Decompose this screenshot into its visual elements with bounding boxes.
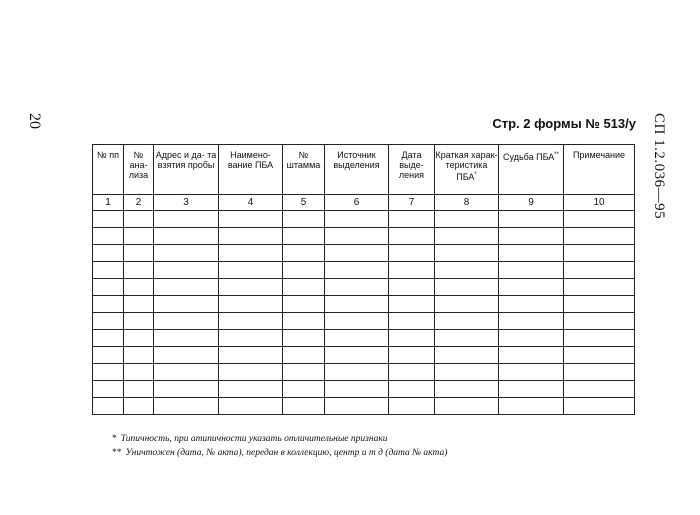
table-cell: [219, 347, 283, 364]
table-cell: [499, 330, 564, 347]
table-cell: [325, 398, 389, 415]
table-cell: [219, 364, 283, 381]
table-cell: [435, 296, 499, 313]
table-cell: [389, 211, 435, 228]
table-cell: [93, 313, 124, 330]
table-row: [93, 364, 635, 381]
table-cell: [435, 262, 499, 279]
table-cell: [283, 228, 325, 245]
document-code: СП 1.2.036—95: [651, 113, 667, 220]
table-row: [93, 313, 635, 330]
table-row: [93, 347, 635, 364]
table-cell: [325, 347, 389, 364]
column-header: № ана- лиза: [124, 145, 154, 195]
footnote-mark: *: [474, 172, 477, 178]
table-cell: [325, 228, 389, 245]
table-cell: [154, 313, 219, 330]
table-cell: [389, 381, 435, 398]
table-cell: [564, 279, 635, 296]
table-row: [93, 381, 635, 398]
table-cell: [499, 245, 564, 262]
table-row: [93, 262, 635, 279]
table-cell: [219, 279, 283, 296]
page-number: 20: [26, 113, 43, 129]
table-cell: [435, 211, 499, 228]
table-cell: [325, 296, 389, 313]
table-cell: [564, 262, 635, 279]
table-row: [93, 228, 635, 245]
table-cell: [124, 245, 154, 262]
column-number: 5: [283, 195, 325, 211]
footnote: * Типичность, при атипичности указать отличительные признаки: [112, 434, 388, 444]
table-cell: [564, 398, 635, 415]
table-cell: [325, 211, 389, 228]
table-cell: [124, 296, 154, 313]
table-cell: [219, 211, 283, 228]
table-cell: [154, 330, 219, 347]
table-cell: [325, 245, 389, 262]
table-cell: [283, 279, 325, 296]
table-cell: [93, 296, 124, 313]
table-cell: [93, 381, 124, 398]
table-cell: [435, 279, 499, 296]
table-cell: [219, 330, 283, 347]
table-cell: [564, 347, 635, 364]
table-cell: [93, 398, 124, 415]
table-cell: [389, 398, 435, 415]
table-cell: [283, 381, 325, 398]
column-number: 3: [154, 195, 219, 211]
table-cell: [283, 262, 325, 279]
table-cell: [154, 245, 219, 262]
table-cell: [219, 398, 283, 415]
table-row: [93, 211, 635, 228]
table-cell: [435, 245, 499, 262]
form-caption: Стр. 2 формы № 513/у: [492, 116, 636, 131]
table-row: [93, 330, 635, 347]
header-row: [93, 145, 635, 195]
table-cell: [435, 313, 499, 330]
table-cell: [499, 364, 564, 381]
table-cell: [219, 296, 283, 313]
table-cell: [93, 330, 124, 347]
table-cell: [389, 330, 435, 347]
table-cell: [219, 313, 283, 330]
table-cell: [93, 228, 124, 245]
table-cell: [499, 313, 564, 330]
footnotes: [112, 432, 447, 460]
column-number: 4: [219, 195, 283, 211]
table-cell: [389, 279, 435, 296]
table-cell: [283, 330, 325, 347]
table-cell: [564, 211, 635, 228]
table-cell: [124, 398, 154, 415]
column-header: Судьба ПБА**: [499, 145, 564, 195]
table-cell: [93, 279, 124, 296]
table-cell: [499, 296, 564, 313]
table-cell: [154, 347, 219, 364]
table-cell: [564, 296, 635, 313]
column-number: 7: [389, 195, 435, 211]
table-cell: [93, 245, 124, 262]
table-cell: [154, 228, 219, 245]
table-row: [93, 296, 635, 313]
column-number-row: [93, 195, 635, 211]
table-cell: [564, 330, 635, 347]
table-cell: [389, 262, 435, 279]
table-cell: [124, 262, 154, 279]
table-cell: [564, 245, 635, 262]
table-cell: [154, 381, 219, 398]
table-cell: [389, 296, 435, 313]
column-header: Дата выде- ления: [389, 145, 435, 195]
table-cell: [154, 296, 219, 313]
column-header: Источник выделения: [325, 145, 389, 195]
table-cell: [219, 262, 283, 279]
table-cell: [564, 228, 635, 245]
table-cell: [389, 313, 435, 330]
table-cell: [564, 313, 635, 330]
table-cell: [154, 211, 219, 228]
table-cell: [499, 347, 564, 364]
table-cell: [325, 279, 389, 296]
table-cell: [389, 245, 435, 262]
table-cell: [154, 279, 219, 296]
table-cell: [499, 211, 564, 228]
table-cell: [283, 245, 325, 262]
column-header: № штамма: [283, 145, 325, 195]
column-header: Наимено- вание ПБА: [219, 145, 283, 195]
column-number: 1: [93, 195, 124, 211]
table-cell: [124, 211, 154, 228]
column-number: 2: [124, 195, 154, 211]
table-cell: [283, 313, 325, 330]
form-table: [92, 144, 635, 415]
table-cell: [325, 330, 389, 347]
table-cell: [564, 364, 635, 381]
table-cell: [93, 364, 124, 381]
table-cell: [325, 381, 389, 398]
table-cell: [93, 262, 124, 279]
column-number: 9: [499, 195, 564, 211]
table-cell: [499, 228, 564, 245]
table-cell: [124, 364, 154, 381]
table-cell: [389, 364, 435, 381]
table-row: [93, 398, 635, 415]
table-cell: [499, 398, 564, 415]
table-cell: [325, 313, 389, 330]
table-row: [93, 245, 635, 262]
table-cell: [124, 279, 154, 296]
table-cell: [154, 364, 219, 381]
table-cell: [283, 364, 325, 381]
footnote-mark: **: [554, 152, 559, 158]
table-cell: [325, 262, 389, 279]
table-cell: [283, 347, 325, 364]
table-cell: [325, 364, 389, 381]
table-cell: [154, 398, 219, 415]
table-cell: [283, 296, 325, 313]
table-cell: [219, 381, 283, 398]
table-cell: [124, 381, 154, 398]
column-number: 8: [435, 195, 499, 211]
table-cell: [499, 279, 564, 296]
column-header: Адрес и да- та взятия пробы: [154, 145, 219, 195]
table-cell: [124, 330, 154, 347]
column-header: Примечание: [564, 145, 635, 195]
table-row: [93, 279, 635, 296]
table-cell: [124, 313, 154, 330]
table-cell: [219, 228, 283, 245]
table-cell: [435, 330, 499, 347]
column-number: 6: [325, 195, 389, 211]
table-cell: [219, 245, 283, 262]
footnote: ** Уничтожен (дата, № акта), передан в коллекцию, центр и т д (дата № акта): [112, 448, 448, 458]
table-cell: [435, 228, 499, 245]
table-cell: [435, 364, 499, 381]
table-cell: [283, 211, 325, 228]
table-cell: [93, 211, 124, 228]
table-cell: [499, 262, 564, 279]
table-cell: [124, 347, 154, 364]
table-cell: [435, 398, 499, 415]
table-cell: [124, 228, 154, 245]
table-cell: [499, 381, 564, 398]
table-cell: [389, 347, 435, 364]
column-header: Краткая харак- теристика ПБА*: [435, 145, 499, 195]
table-cell: [435, 381, 499, 398]
table-cell: [389, 228, 435, 245]
table-cell: [93, 347, 124, 364]
column-number: 10: [564, 195, 635, 211]
table-cell: [435, 347, 499, 364]
table-cell: [564, 381, 635, 398]
table-cell: [154, 262, 219, 279]
table-cell: [283, 398, 325, 415]
column-header: № пп: [93, 145, 124, 195]
